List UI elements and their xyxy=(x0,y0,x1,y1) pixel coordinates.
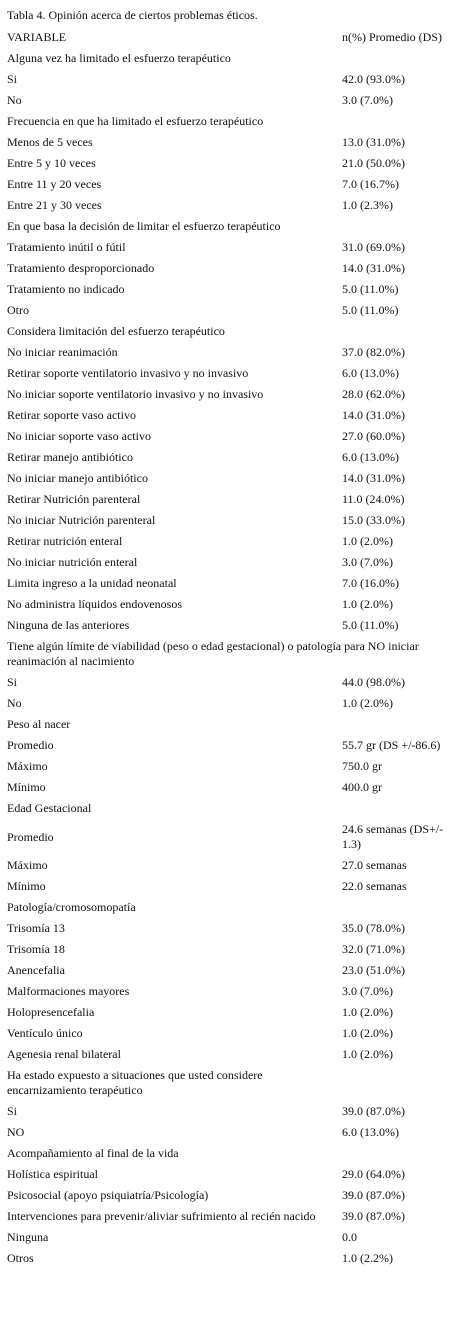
table-row xyxy=(7,1044,457,1065)
row-label: Si xyxy=(7,675,18,689)
row-value: 5.0 (11.0%) xyxy=(342,618,399,632)
table-row xyxy=(7,981,457,1002)
row-label: Promedio xyxy=(7,738,54,752)
table-body xyxy=(7,48,457,1269)
row-value: 23.0 (51.0%) xyxy=(342,963,405,977)
row-label: Holopresencefalia xyxy=(7,1005,95,1019)
table-row xyxy=(7,405,457,426)
row-label: Entre 21 y 30 veces xyxy=(7,198,102,212)
table-row xyxy=(7,384,457,405)
table-row xyxy=(7,111,457,132)
row-label: Otro xyxy=(7,303,29,317)
table-row xyxy=(7,735,457,756)
row-value: 7.0 (16.0%) xyxy=(342,576,399,590)
table-row xyxy=(7,1065,457,1101)
table-row xyxy=(7,1164,457,1185)
row-value xyxy=(341,897,457,918)
table-row xyxy=(7,1185,457,1206)
row-label: Otros xyxy=(7,1251,34,1265)
row-label: Retirar soporte vaso activo xyxy=(7,408,136,422)
row-value: 27.0 (60.0%) xyxy=(342,429,405,443)
row-value: 6.0 (13.0%) xyxy=(342,366,399,380)
row-value: 1.0 (2.0%) xyxy=(342,696,393,710)
row-value: 21.0 (50.0%) xyxy=(342,156,405,170)
table-row xyxy=(7,342,457,363)
table-row xyxy=(7,300,457,321)
table-row xyxy=(7,447,457,468)
table-row xyxy=(7,819,457,855)
row-value: 6.0 (13.0%) xyxy=(342,1125,399,1139)
row-value: 42.0 (93.0%) xyxy=(342,72,405,86)
row-label: Intervenciones para prevenir/aliviar sufrimiento al recién nacido xyxy=(7,1209,316,1223)
table-row xyxy=(7,48,457,69)
table-row xyxy=(7,756,457,777)
ethics-table xyxy=(7,27,457,1269)
table-row xyxy=(7,237,457,258)
header-value: n(%) Promedio (DS) xyxy=(342,30,442,44)
row-label: Tiene algún límite de viabilidad (peso o edad gestacional) o patología para NO iniciar reanimación al nacimiento xyxy=(7,639,419,668)
row-label: No iniciar soporte ventilatorio invasivo y no invasivo xyxy=(7,387,264,401)
table-row xyxy=(7,939,457,960)
table-row xyxy=(7,132,457,153)
row-label: Entre 11 y 20 veces xyxy=(7,177,102,191)
table-row xyxy=(7,1248,457,1269)
table-row xyxy=(7,1206,457,1227)
row-value xyxy=(341,321,457,342)
row-label: Máximo xyxy=(7,858,48,872)
row-value: 29.0 (64.0%) xyxy=(342,1167,405,1181)
row-value: 5.0 (11.0%) xyxy=(342,303,399,317)
row-value: 7.0 (16.7%) xyxy=(342,177,399,191)
table-row xyxy=(7,636,457,672)
table-caption: Tabla 4. Opinión acerca de ciertos problemas éticos. xyxy=(7,8,258,22)
table-row xyxy=(7,510,457,531)
row-value: 1.0 (2.0%) xyxy=(342,1026,393,1040)
row-value: 24.6 semanas (DS+/- 1.3) xyxy=(342,822,444,851)
table-row xyxy=(7,90,457,111)
row-value xyxy=(341,216,457,237)
row-value: 27.0 semanas xyxy=(342,858,407,872)
row-label: Mínimo xyxy=(7,780,46,794)
row-value: 1.0 (2.0%) xyxy=(342,534,393,548)
row-label: Retirar Nutrición parenteral xyxy=(7,492,141,506)
row-label: Peso al nacer xyxy=(7,717,71,731)
table-row xyxy=(7,897,457,918)
row-label: No iniciar nutrición enteral xyxy=(7,555,138,569)
row-label: No administra líquidos endovenosos xyxy=(7,597,182,611)
row-value: 1.0 (2.0%) xyxy=(342,1005,393,1019)
row-value: 28.0 (62.0%) xyxy=(342,387,405,401)
row-value: 39.0 (87.0%) xyxy=(342,1188,405,1202)
row-value: 3.0 (7.0%) xyxy=(342,984,393,998)
row-label: Tratamiento desproporcionado xyxy=(7,261,155,275)
table-row xyxy=(7,672,457,693)
table-row xyxy=(7,594,457,615)
table-row xyxy=(7,798,457,819)
table-row xyxy=(7,195,457,216)
table-row xyxy=(7,216,457,237)
row-label: Retirar nutrición enteral xyxy=(7,534,123,548)
row-label: Ventículo único xyxy=(7,1026,83,1040)
row-label: No iniciar soporte vaso activo xyxy=(7,429,151,443)
table-row xyxy=(7,489,457,510)
header-variable: VARIABLE xyxy=(7,30,67,44)
row-label: Tratamiento inútil o fútil xyxy=(7,240,126,254)
row-label: Si xyxy=(7,1104,18,1118)
table-row xyxy=(7,1101,457,1122)
row-label: No xyxy=(7,93,22,107)
row-value: 1.0 (2.0%) xyxy=(342,1047,393,1061)
row-label: Máximo xyxy=(7,759,48,773)
row-value xyxy=(341,111,457,132)
row-label: Considera limitación del esfuerzo terapéutico xyxy=(7,324,225,338)
table-row xyxy=(7,693,457,714)
table-row xyxy=(7,426,457,447)
table-row xyxy=(7,69,457,90)
table-row xyxy=(7,531,457,552)
row-value: 37.0 (82.0%) xyxy=(342,345,405,359)
row-value: 14.0 (31.0%) xyxy=(342,408,405,422)
row-label: No iniciar reanimación xyxy=(7,345,118,359)
table-row xyxy=(7,174,457,195)
row-value: 6.0 (13.0%) xyxy=(342,450,399,464)
row-label: Malformaciones mayores xyxy=(7,984,130,998)
table-row xyxy=(7,876,457,897)
row-value xyxy=(341,798,457,819)
row-value xyxy=(341,48,457,69)
row-value: 35.0 (78.0%) xyxy=(342,921,405,935)
table-row xyxy=(7,153,457,174)
row-label: No iniciar Nutrición parenteral xyxy=(7,513,156,527)
row-label: Edad Gestacional xyxy=(7,801,92,815)
row-label: Agenesia renal bilateral xyxy=(7,1047,121,1061)
row-label: Retirar manejo antibiótico xyxy=(7,450,133,464)
table-header-row xyxy=(7,27,457,48)
table-row xyxy=(7,552,457,573)
row-label: Ninguna de las anteriores xyxy=(7,618,130,632)
table-row xyxy=(7,1227,457,1248)
row-label: Menos de 5 veces xyxy=(7,135,93,149)
row-value: 31.0 (69.0%) xyxy=(342,240,405,254)
table-row xyxy=(7,855,457,876)
row-label: Promedio xyxy=(7,829,54,844)
row-label: Acompañamiento al final de la vida xyxy=(7,1146,179,1160)
table-row xyxy=(7,1143,457,1164)
row-label: Holística espiritual xyxy=(7,1167,98,1181)
row-value xyxy=(341,1065,457,1101)
table-row xyxy=(7,258,457,279)
row-label: Patología/cromosomopatía xyxy=(7,900,136,914)
table-row xyxy=(7,1122,457,1143)
row-value: 14.0 (31.0%) xyxy=(342,471,405,485)
table-row xyxy=(7,573,457,594)
row-value: 15.0 (33.0%) xyxy=(342,513,405,527)
row-label: No iniciar manejo antibiótico xyxy=(7,471,148,485)
row-value: 1.0 (2.0%) xyxy=(342,597,393,611)
row-value: 32.0 (71.0%) xyxy=(342,942,405,956)
row-value: 44.0 (98.0%) xyxy=(342,675,405,689)
row-label: Si xyxy=(7,72,18,86)
table-row xyxy=(7,777,457,798)
row-value: 1.0 (2.3%) xyxy=(342,198,393,212)
table-row xyxy=(7,1002,457,1023)
table-row xyxy=(7,960,457,981)
row-value xyxy=(341,1143,457,1164)
row-label: Psicosocial (apoyo psiquiatría/Psicología) xyxy=(7,1188,209,1202)
row-label: En que basa la decisión de limitar el esfuerzo terapéutico xyxy=(7,219,281,233)
row-value: 11.0 (24.0%) xyxy=(342,492,405,506)
row-value: 750.0 gr xyxy=(342,759,382,773)
row-label: Anencefalia xyxy=(7,963,65,977)
row-label: No xyxy=(7,696,22,710)
row-label: Limita ingreso a la unidad neonatal xyxy=(7,576,177,590)
row-value: 3.0 (7.0%) xyxy=(342,93,393,107)
row-label: Alguna vez ha limitado el esfuerzo terapéutico xyxy=(7,51,231,65)
row-value: 400.0 gr xyxy=(342,780,382,794)
row-label: Entre 5 y 10 veces xyxy=(7,156,96,170)
table-row xyxy=(7,468,457,489)
row-value: 39.0 (87.0%) xyxy=(342,1104,405,1118)
row-value: 22.0 semanas xyxy=(342,879,407,893)
row-label: Retirar soporte ventilatorio invasivo y no invasivo xyxy=(7,366,249,380)
table-row xyxy=(7,615,457,636)
row-value: 0.0 xyxy=(342,1230,357,1244)
row-label: Trisomía 13 xyxy=(7,921,65,935)
row-label: Frecuencia en que ha limitado el esfuerzo terapéutico xyxy=(7,114,264,128)
table-row xyxy=(7,918,457,939)
row-label: NO xyxy=(7,1125,25,1139)
table-row xyxy=(7,1023,457,1044)
table-row xyxy=(7,714,457,735)
row-value: 3.0 (7.0%) xyxy=(342,555,393,569)
row-value: 1.0 (2.2%) xyxy=(342,1251,393,1265)
row-value: 5.0 (11.0%) xyxy=(342,282,399,296)
row-label: Trisomía 18 xyxy=(7,942,65,956)
table-row xyxy=(7,363,457,384)
row-value xyxy=(341,714,457,735)
row-label: Mínimo xyxy=(7,879,46,893)
table-row xyxy=(7,279,457,300)
row-label: Ninguna xyxy=(7,1230,49,1244)
row-value: 39.0 (87.0%) xyxy=(342,1209,405,1223)
row-value: 14.0 (31.0%) xyxy=(342,261,405,275)
row-label: Tratamiento no indicado xyxy=(7,282,125,296)
row-value: 55.7 gr (DS +/-86.6) xyxy=(342,738,441,752)
row-label: Ha estado expuesto a situaciones que usted considere encarnizamiento terapéutico xyxy=(7,1068,263,1097)
table-row xyxy=(7,321,457,342)
row-value: 13.0 (31.0%) xyxy=(342,135,405,149)
